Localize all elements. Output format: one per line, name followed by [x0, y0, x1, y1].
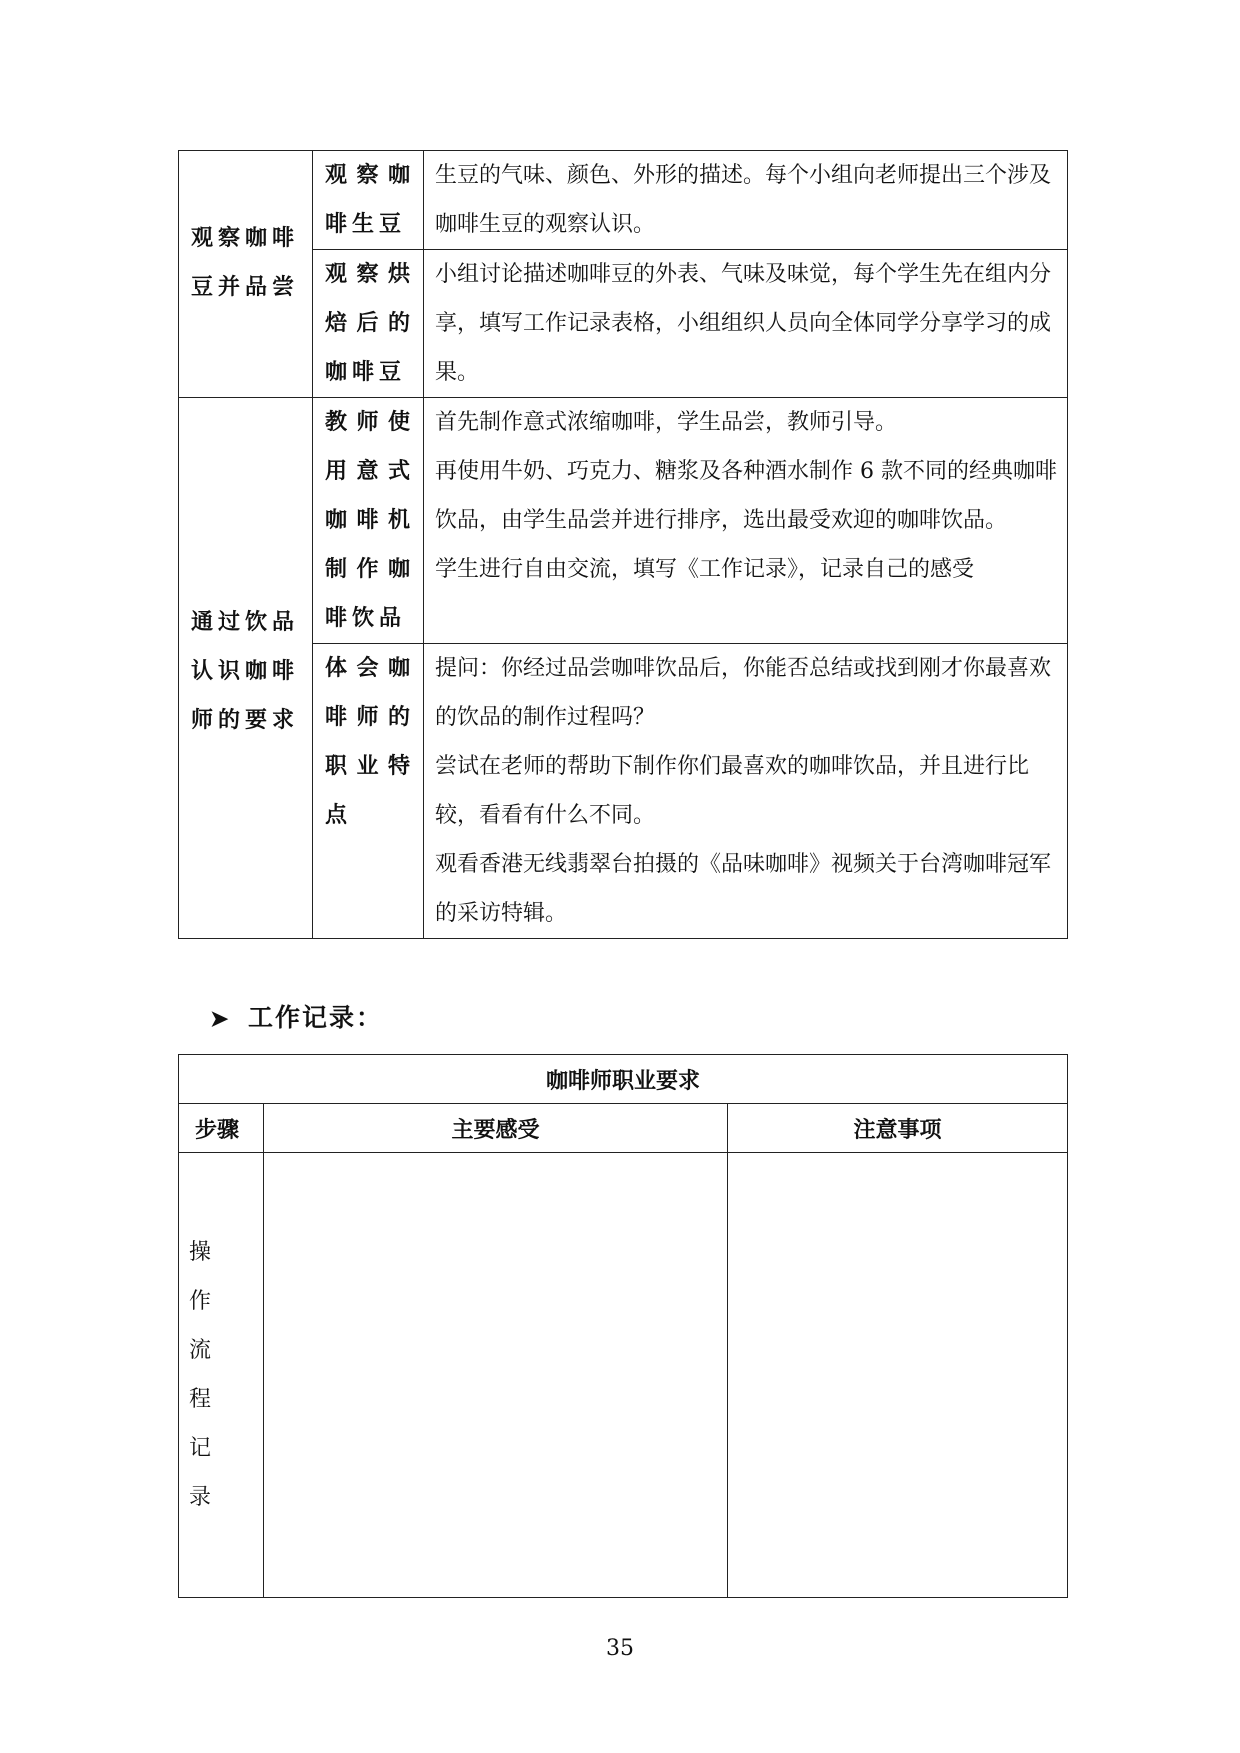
step-cell	[313, 151, 424, 250]
section-cell	[179, 398, 313, 939]
column-header: 主要感受	[264, 1104, 728, 1153]
table-row	[179, 250, 1068, 398]
step-cell	[313, 398, 424, 644]
column-header: 步骤	[179, 1104, 264, 1153]
description-text: 尝试在老师的帮助下制作你们最喜欢的咖啡饮品，并且进行比较，看看有什么不同。	[435, 754, 1030, 828]
description-text: 首先制作意式浓缩咖啡，学生品尝，教师引导。	[435, 410, 898, 435]
description-cell	[424, 151, 1068, 250]
table-row	[179, 1153, 1068, 1598]
page-number: 35	[606, 1636, 634, 1661]
step-label: 观察烘焙后的咖啡豆	[325, 261, 415, 385]
description-cell	[424, 250, 1068, 398]
work-record-table	[178, 1054, 1068, 1598]
step-label: 观察咖啡生豆	[325, 162, 415, 237]
table-row	[179, 151, 1068, 250]
work-record-heading	[210, 998, 383, 1034]
row-label: 操作流程记录	[189, 1240, 222, 1510]
arrow-bullet-icon: ➤	[210, 1006, 231, 1032]
section-label: 观察咖啡豆并品尝	[191, 225, 300, 300]
description-text: 小组讨论描述咖啡豆的外表、气味及味觉，每个学生先在组内分享，填写工作记录表格，小组组织人员向全体同学分享学习的成果。	[435, 262, 1052, 385]
section-cell	[179, 151, 313, 398]
lesson-activity-table	[178, 150, 1068, 939]
column-header: 注意事项	[728, 1104, 1068, 1153]
table-row	[179, 644, 1068, 939]
feelings-cell	[264, 1153, 728, 1598]
description-text: 观看香港无线翡翠台拍摄的《品味咖啡》视频关于台湾咖啡冠军的采访特辑。	[435, 852, 1052, 926]
table-title: 咖啡师职业要求	[179, 1055, 1068, 1104]
table-header-row	[179, 1104, 1068, 1153]
description-cell	[424, 644, 1068, 939]
section-label: 通过饮品认识咖啡师的要求	[191, 609, 300, 733]
description-text: 生豆的气味、颜色、外形的描述。每个小组向老师提出三个涉及咖啡生豆的观察认识。	[435, 163, 1052, 237]
heading-text: 工作记录：	[248, 1003, 384, 1032]
description-text: 提问：你经过品尝咖啡饮品后，你能否总结或找到刚才你最喜欢的饮品的制作过程吗？	[435, 656, 1052, 730]
table-row	[179, 398, 1068, 644]
description-text: 学生进行自由交流，填写《工作记录》，记录自己的感受	[435, 557, 975, 582]
description-cell	[424, 398, 1068, 644]
step-cell	[313, 644, 424, 939]
description-text: 再使用牛奶、巧克力、糖浆及各种酒水制作 6 款不同的经典咖啡饮品，由学生品尝并进行排序，选出最受欢迎的咖啡饮品。	[435, 459, 1057, 533]
notes-cell	[728, 1153, 1068, 1598]
table-title-row	[179, 1055, 1068, 1104]
step-label: 教师使用意式咖啡机制作咖啡饮品	[325, 409, 415, 631]
step-cell	[313, 250, 424, 398]
row-label-cell	[179, 1153, 264, 1598]
step-label: 体会咖啡师的职业特点	[325, 655, 415, 828]
